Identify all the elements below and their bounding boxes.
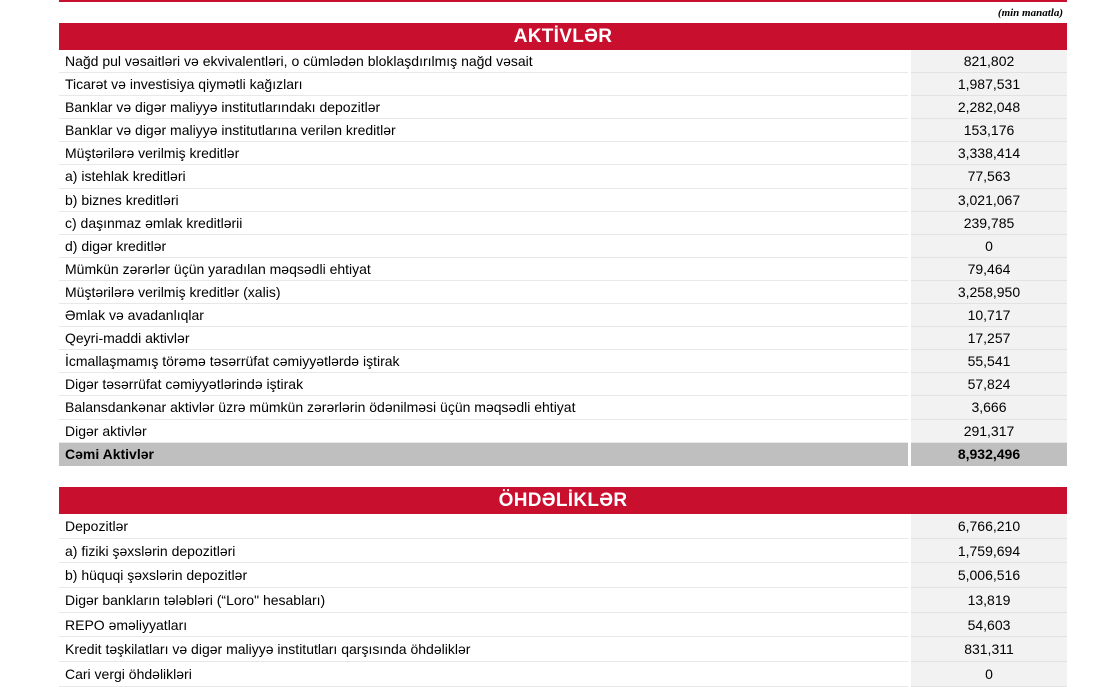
row-value: 1,987,531 [911, 73, 1067, 96]
row-label: Qeyri-maddi aktivlər [59, 327, 908, 350]
table-row [59, 396, 1067, 419]
table-row [59, 73, 1067, 96]
row-value: 3,021,067 [911, 189, 1067, 212]
row-label: c) daşınmaz əmlak kreditlərii [59, 212, 908, 235]
row-value: 13,819 [911, 588, 1067, 613]
top-divider [59, 0, 1067, 2]
row-label: REPO əməliyyatları [59, 613, 908, 638]
row-value: 831,311 [911, 637, 1067, 662]
table-row [59, 373, 1067, 396]
row-value: 55,541 [911, 350, 1067, 373]
row-value: 77,563 [911, 165, 1067, 188]
row-value: 3,666 [911, 396, 1067, 419]
row-label: a) fiziki şəxslərin depozitləri [59, 539, 908, 564]
row-label: d) digər kreditlər [59, 235, 908, 258]
row-value: 0 [911, 235, 1067, 258]
table-row [59, 514, 1067, 539]
row-label: İcmallaşmamış törəmə təsərrüfat cəmiyyətlərdə iştirak [59, 350, 908, 373]
row-label: Depozitlər [59, 514, 908, 539]
row-value: 291,317 [911, 420, 1067, 443]
row-value: 54,603 [911, 613, 1067, 638]
row-label: Banklar və digər maliyyə institutlarına verilən kreditlər [59, 119, 908, 142]
row-value: 2,282,048 [911, 96, 1067, 119]
row-label: Müştərilərə verilmiş kreditlər [59, 142, 908, 165]
table-row [59, 563, 1067, 588]
table-row [59, 588, 1067, 613]
table-row [59, 142, 1067, 165]
table-row [59, 637, 1067, 662]
table-row [59, 50, 1067, 73]
row-label: a) istehlak kreditləri [59, 165, 908, 188]
table-row [59, 662, 1067, 687]
row-value: 10,717 [911, 304, 1067, 327]
row-label: Ticarət və investisiya qiymətli kağızları [59, 73, 908, 96]
row-value: 3,338,414 [911, 142, 1067, 165]
row-label: b) hüquqi şəxslərin depozitlər [59, 563, 908, 588]
row-label: Əmlak və avadanlıqlar [59, 304, 908, 327]
row-value: 0 [911, 662, 1067, 687]
row-label: Mümkün zərərlər üçün yaradılan məqsədli ehtiyat [59, 258, 908, 281]
total-value: 8,932,496 [911, 443, 1067, 466]
table-row [59, 189, 1067, 212]
row-value: 821,802 [911, 50, 1067, 73]
row-value: 3,258,950 [911, 281, 1067, 304]
row-label: Balansdankənar aktivlər üzrə mümkün zərərlərin ödənilməsi üçün məqsədli ehtiyat [59, 396, 908, 419]
table-row [59, 539, 1067, 564]
row-value: 5,006,516 [911, 563, 1067, 588]
assets-header: AKTİVLƏR [59, 23, 1067, 50]
total-label: Cəmi Aktivlər [59, 443, 908, 466]
liabilities-rows [59, 514, 1067, 687]
table-row [59, 281, 1067, 304]
row-label: Müştərilərə verilmiş kreditlər (xalis) [59, 281, 908, 304]
assets-rows [59, 50, 1067, 466]
row-label: Nağd pul vəsaitləri və ekvivalentləri, o cümlədən bloklaşdırılmış nağd vəsait [59, 50, 908, 73]
row-label: Cari vergi öhdəlikləri [59, 662, 908, 687]
row-value: 17,257 [911, 327, 1067, 350]
total-row [59, 443, 1067, 466]
liabilities-header: ÖHDƏLİKLƏR [59, 487, 1067, 514]
table-row [59, 258, 1067, 281]
row-value: 153,176 [911, 119, 1067, 142]
row-label: Digər bankların tələbləri (“Loro" hesabları) [59, 588, 908, 613]
row-label: Banklar və digər maliyyə institutlarındakı depozitlər [59, 96, 908, 119]
assets-section [59, 23, 1067, 466]
row-value: 1,759,694 [911, 539, 1067, 564]
table-row [59, 613, 1067, 638]
table-row [59, 350, 1067, 373]
unit-note: (min manatla) [997, 7, 1063, 19]
table-row [59, 212, 1067, 235]
table-row [59, 420, 1067, 443]
table-row [59, 119, 1067, 142]
row-label: Digər təsərrüfat cəmiyyətlərində iştirak [59, 373, 908, 396]
row-label: b) biznes kreditləri [59, 189, 908, 212]
table-row [59, 96, 1067, 119]
table-row [59, 327, 1067, 350]
row-value: 239,785 [911, 212, 1067, 235]
row-value: 57,824 [911, 373, 1067, 396]
table-row [59, 304, 1067, 327]
table-row [59, 235, 1067, 258]
row-value: 6,766,210 [911, 514, 1067, 539]
row-label: Digər aktivlər [59, 420, 908, 443]
row-value: 79,464 [911, 258, 1067, 281]
table-row [59, 165, 1067, 188]
row-label: Kredit təşkilatları və digər maliyyə institutları qarşısında öhdəliklər [59, 637, 908, 662]
liabilities-section [59, 487, 1067, 687]
